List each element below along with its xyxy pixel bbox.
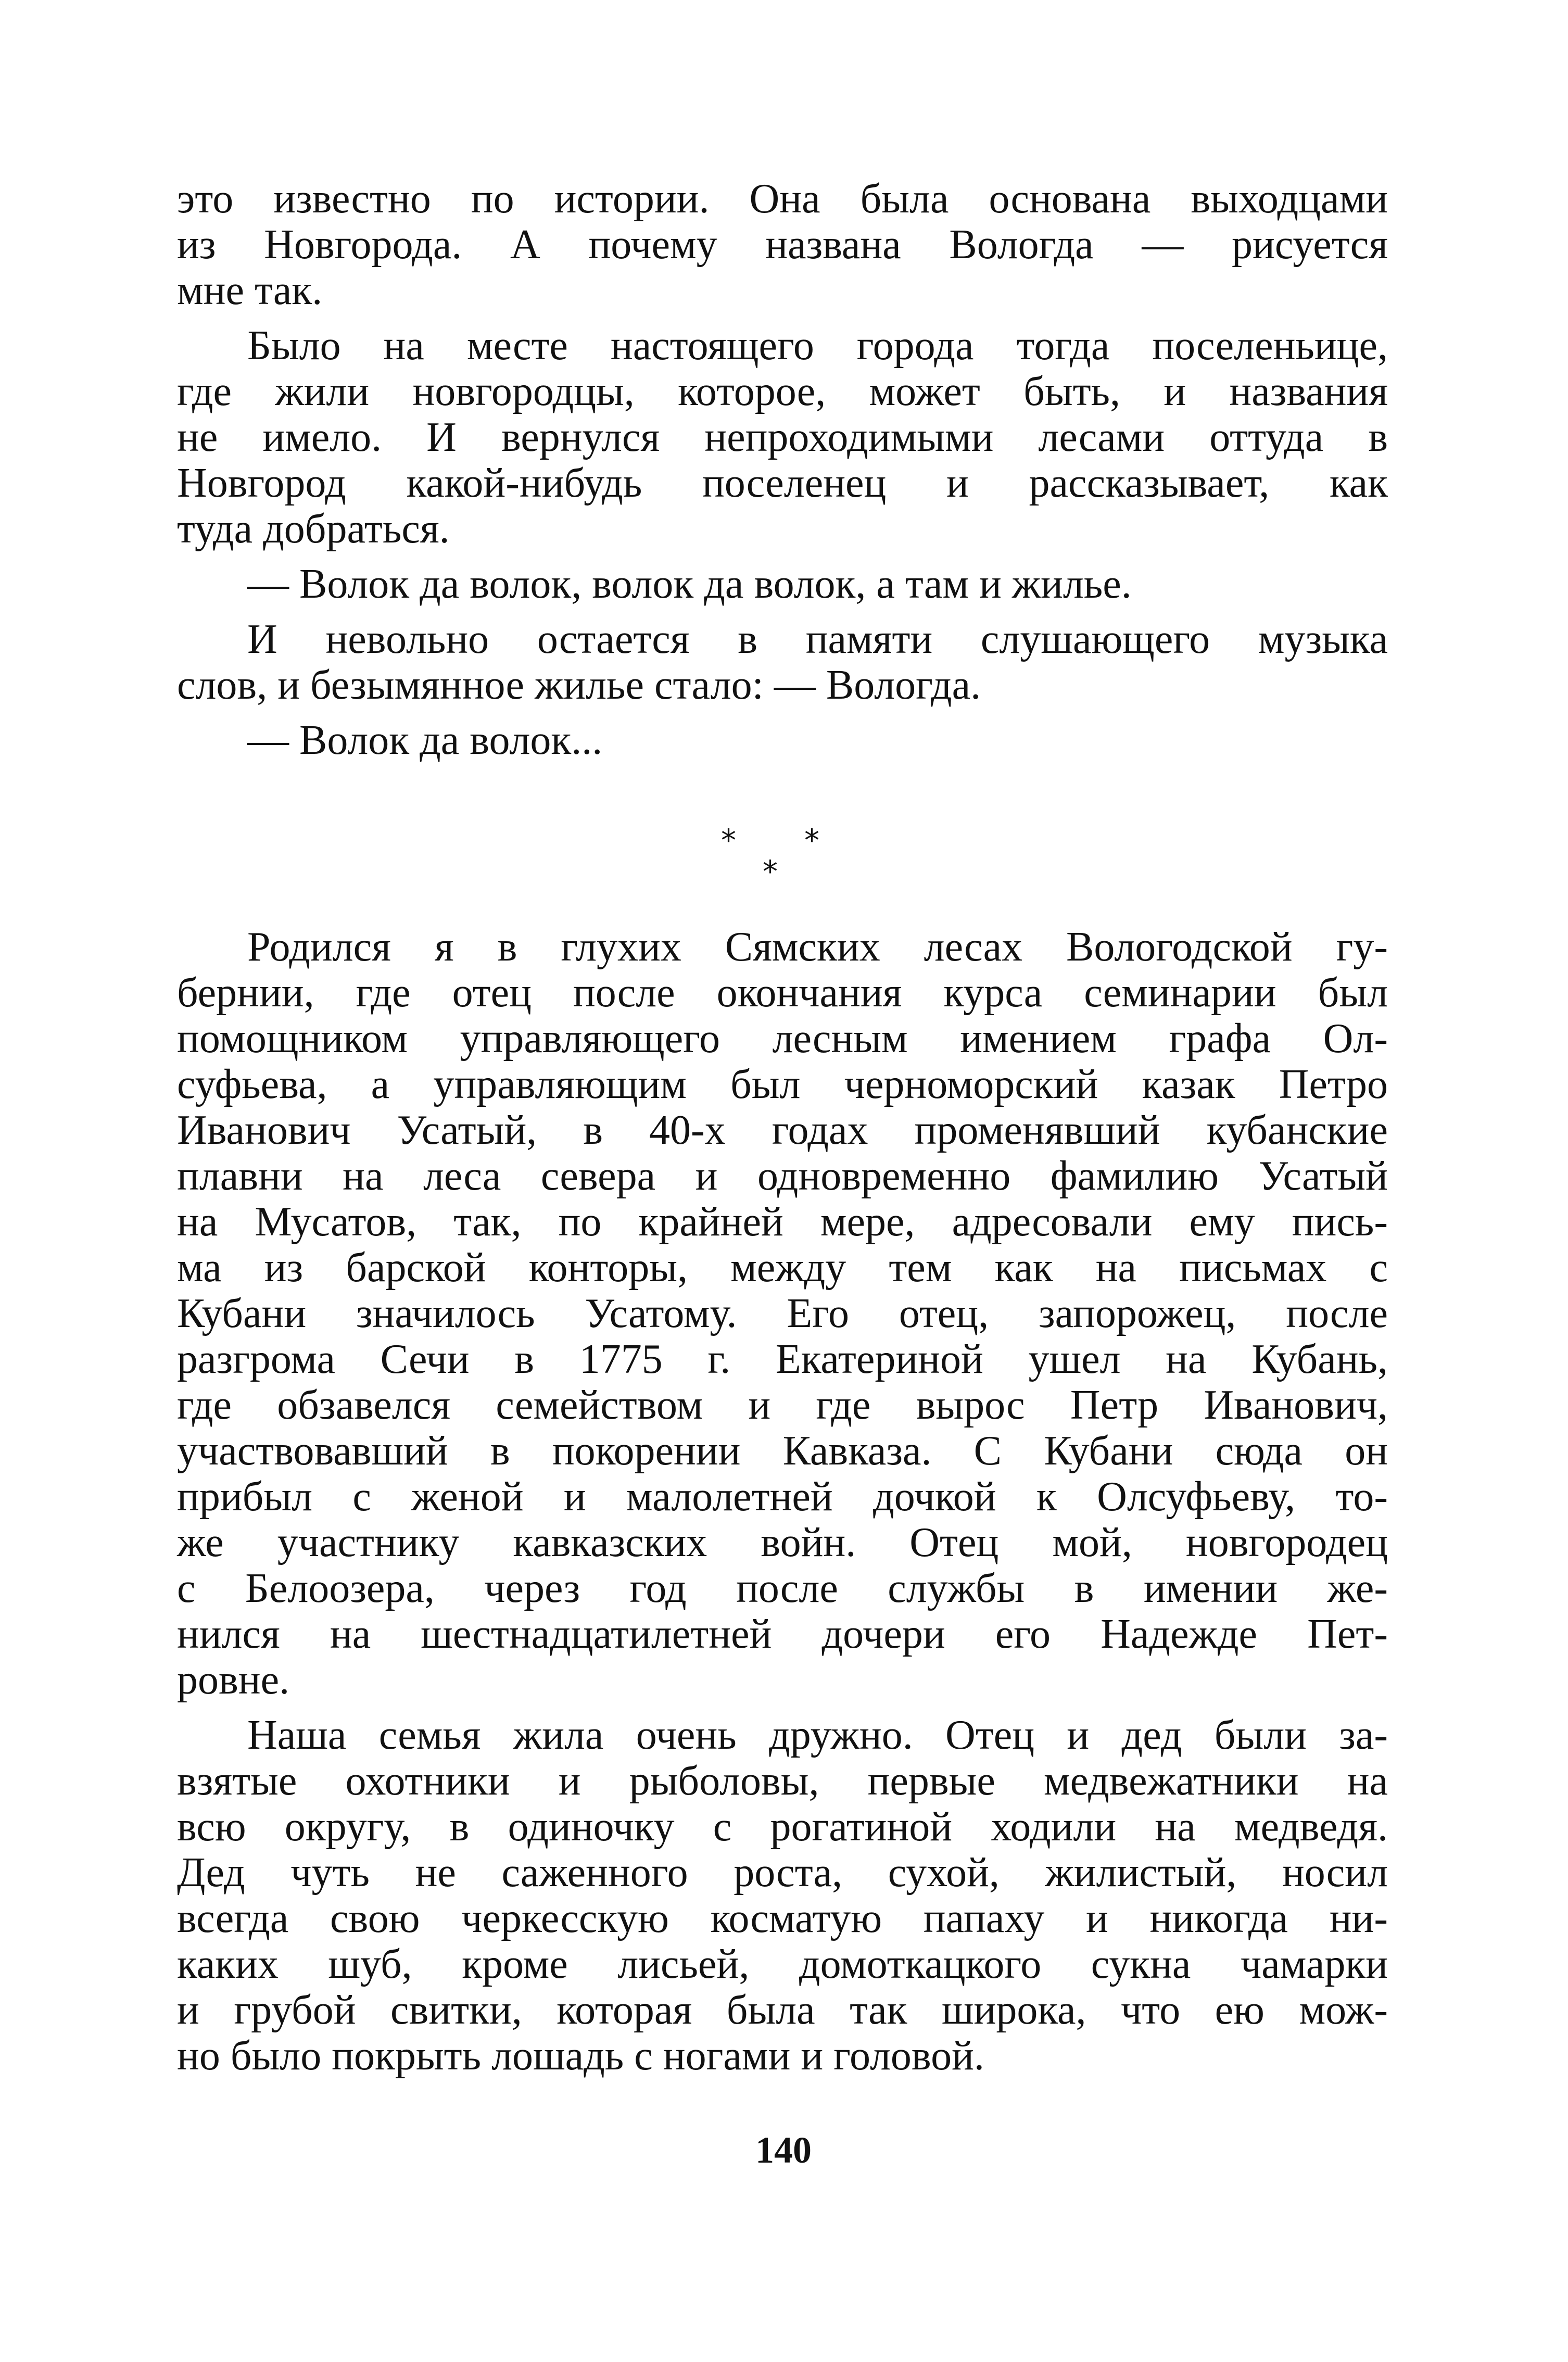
text-line: всю округу, в одиночку с рогатиной ходили на медведя. [177,1804,1388,1850]
text-line: на Мусатов, так, по крайней мере, адресовали ему пись- [177,1199,1388,1245]
text-line: но было покрыть лошадь с ногами и головой. [177,2033,984,2079]
text-line: суфьева, а управляющим был черноморский казак Петро [177,1062,1388,1107]
asterisk-icon: * [763,854,778,889]
paragraph [177,717,1388,763]
text-line: где обзавелся семейством и где вырос Петр Иванович, [177,1382,1388,1428]
section-separator [711,825,856,893]
text-line: плавни на леса севера и одновременно фамилию Усатый [177,1153,1388,1199]
text-line: прибыл с женой и малолетней дочкой к Олсуфьеву, то- [177,1474,1388,1520]
text-line: бернии, где отец после окончания курса семинарии был [177,970,1388,1016]
paragraph [177,176,1388,313]
asterisk-icon: * [721,823,736,858]
text-line: мне так. [177,268,323,313]
text-line: Родился я в глухих Сямских лесах Вологодской гу- [247,924,1388,970]
text-line: не имело. И вернулся непроходимыми лесами оттуда в [177,414,1388,460]
text-line: из Новгорода. А почему названа Вологда — рисуется [177,222,1388,268]
text-line: ма из барской конторы, между тем как на письмах с [177,1245,1388,1291]
text-line: — Волок да волок... [247,717,603,763]
paragraph [177,924,1388,1703]
text-line: Дед чуть не саженного роста, сухой, жилистый, носил [177,1850,1388,1896]
page-number: 140 [755,2129,812,2171]
text-line: — Волок да волок, волок да волок, а там и жилье. [247,561,1132,607]
text-block-bottom [177,924,1388,2079]
text-line: слов, и безымянное жилье стало: — Вологда. [177,662,981,708]
text-block-top [177,176,1388,763]
text-line: туда добраться. [177,506,450,552]
paragraph-gap [177,708,1388,717]
text-line: Новгород какой-нибудь поселенец и рассказывает, как [177,460,1388,506]
text-line: Иванович Усатый, в 40-х годах променявший кубанские [177,1107,1388,1153]
asterisk-icon: * [804,823,819,858]
text-line: же участнику кавказских войн. Отец мой, новгородец [177,1520,1388,1565]
paragraph-gap [177,552,1388,561]
text-line: помощником управляющего лесным имением графа Ол- [177,1016,1388,1062]
paragraph-gap [177,1703,1388,1712]
text-line: всегда свою черкесскую косматую папаху и никогда ни- [177,1896,1388,1941]
text-line: нился на шестнадцатилетней дочери его Надежде Пет- [177,1611,1388,1657]
paragraph-gap [177,607,1388,616]
text-line: каких шуб, кроме лисьей, домоткацкого сукна чамарки [177,1941,1388,1987]
text-line: это известно по истории. Она была основана выходцами [177,176,1388,222]
paragraph [177,1712,1388,2079]
text-line: с Белоозера, через год после службы в имении же- [177,1565,1388,1611]
text-line: Наша семья жила очень дружно. Отец и дед были за- [247,1712,1388,1758]
paragraph [177,616,1388,708]
text-line: взятые охотники и рыболовы, первые медвежатники на [177,1758,1388,1804]
text-line: и грубой свитки, которая была так широка, что ею мож- [177,1987,1388,2033]
text-line: разгрома Сечи в 1775 г. Екатериной ушел на Кубань, [177,1336,1388,1382]
paragraph [177,323,1388,552]
text-line: Кубани значилось Усатому. Его отец, запорожец, после [177,1291,1388,1336]
text-line: участвовавший в покорении Кавказа. С Кубани сюда он [177,1428,1388,1474]
text-line: И невольно остается в памяти слушающего музыка [247,616,1388,662]
paragraph-gap [177,313,1388,323]
paragraph [177,561,1388,607]
text-line: где жили новгородцы, которое, может быть, и названия [177,369,1388,414]
text-line: ровне. [177,1657,290,1703]
text-line: Было на месте настоящего города тогда поселеньице, [247,323,1388,369]
